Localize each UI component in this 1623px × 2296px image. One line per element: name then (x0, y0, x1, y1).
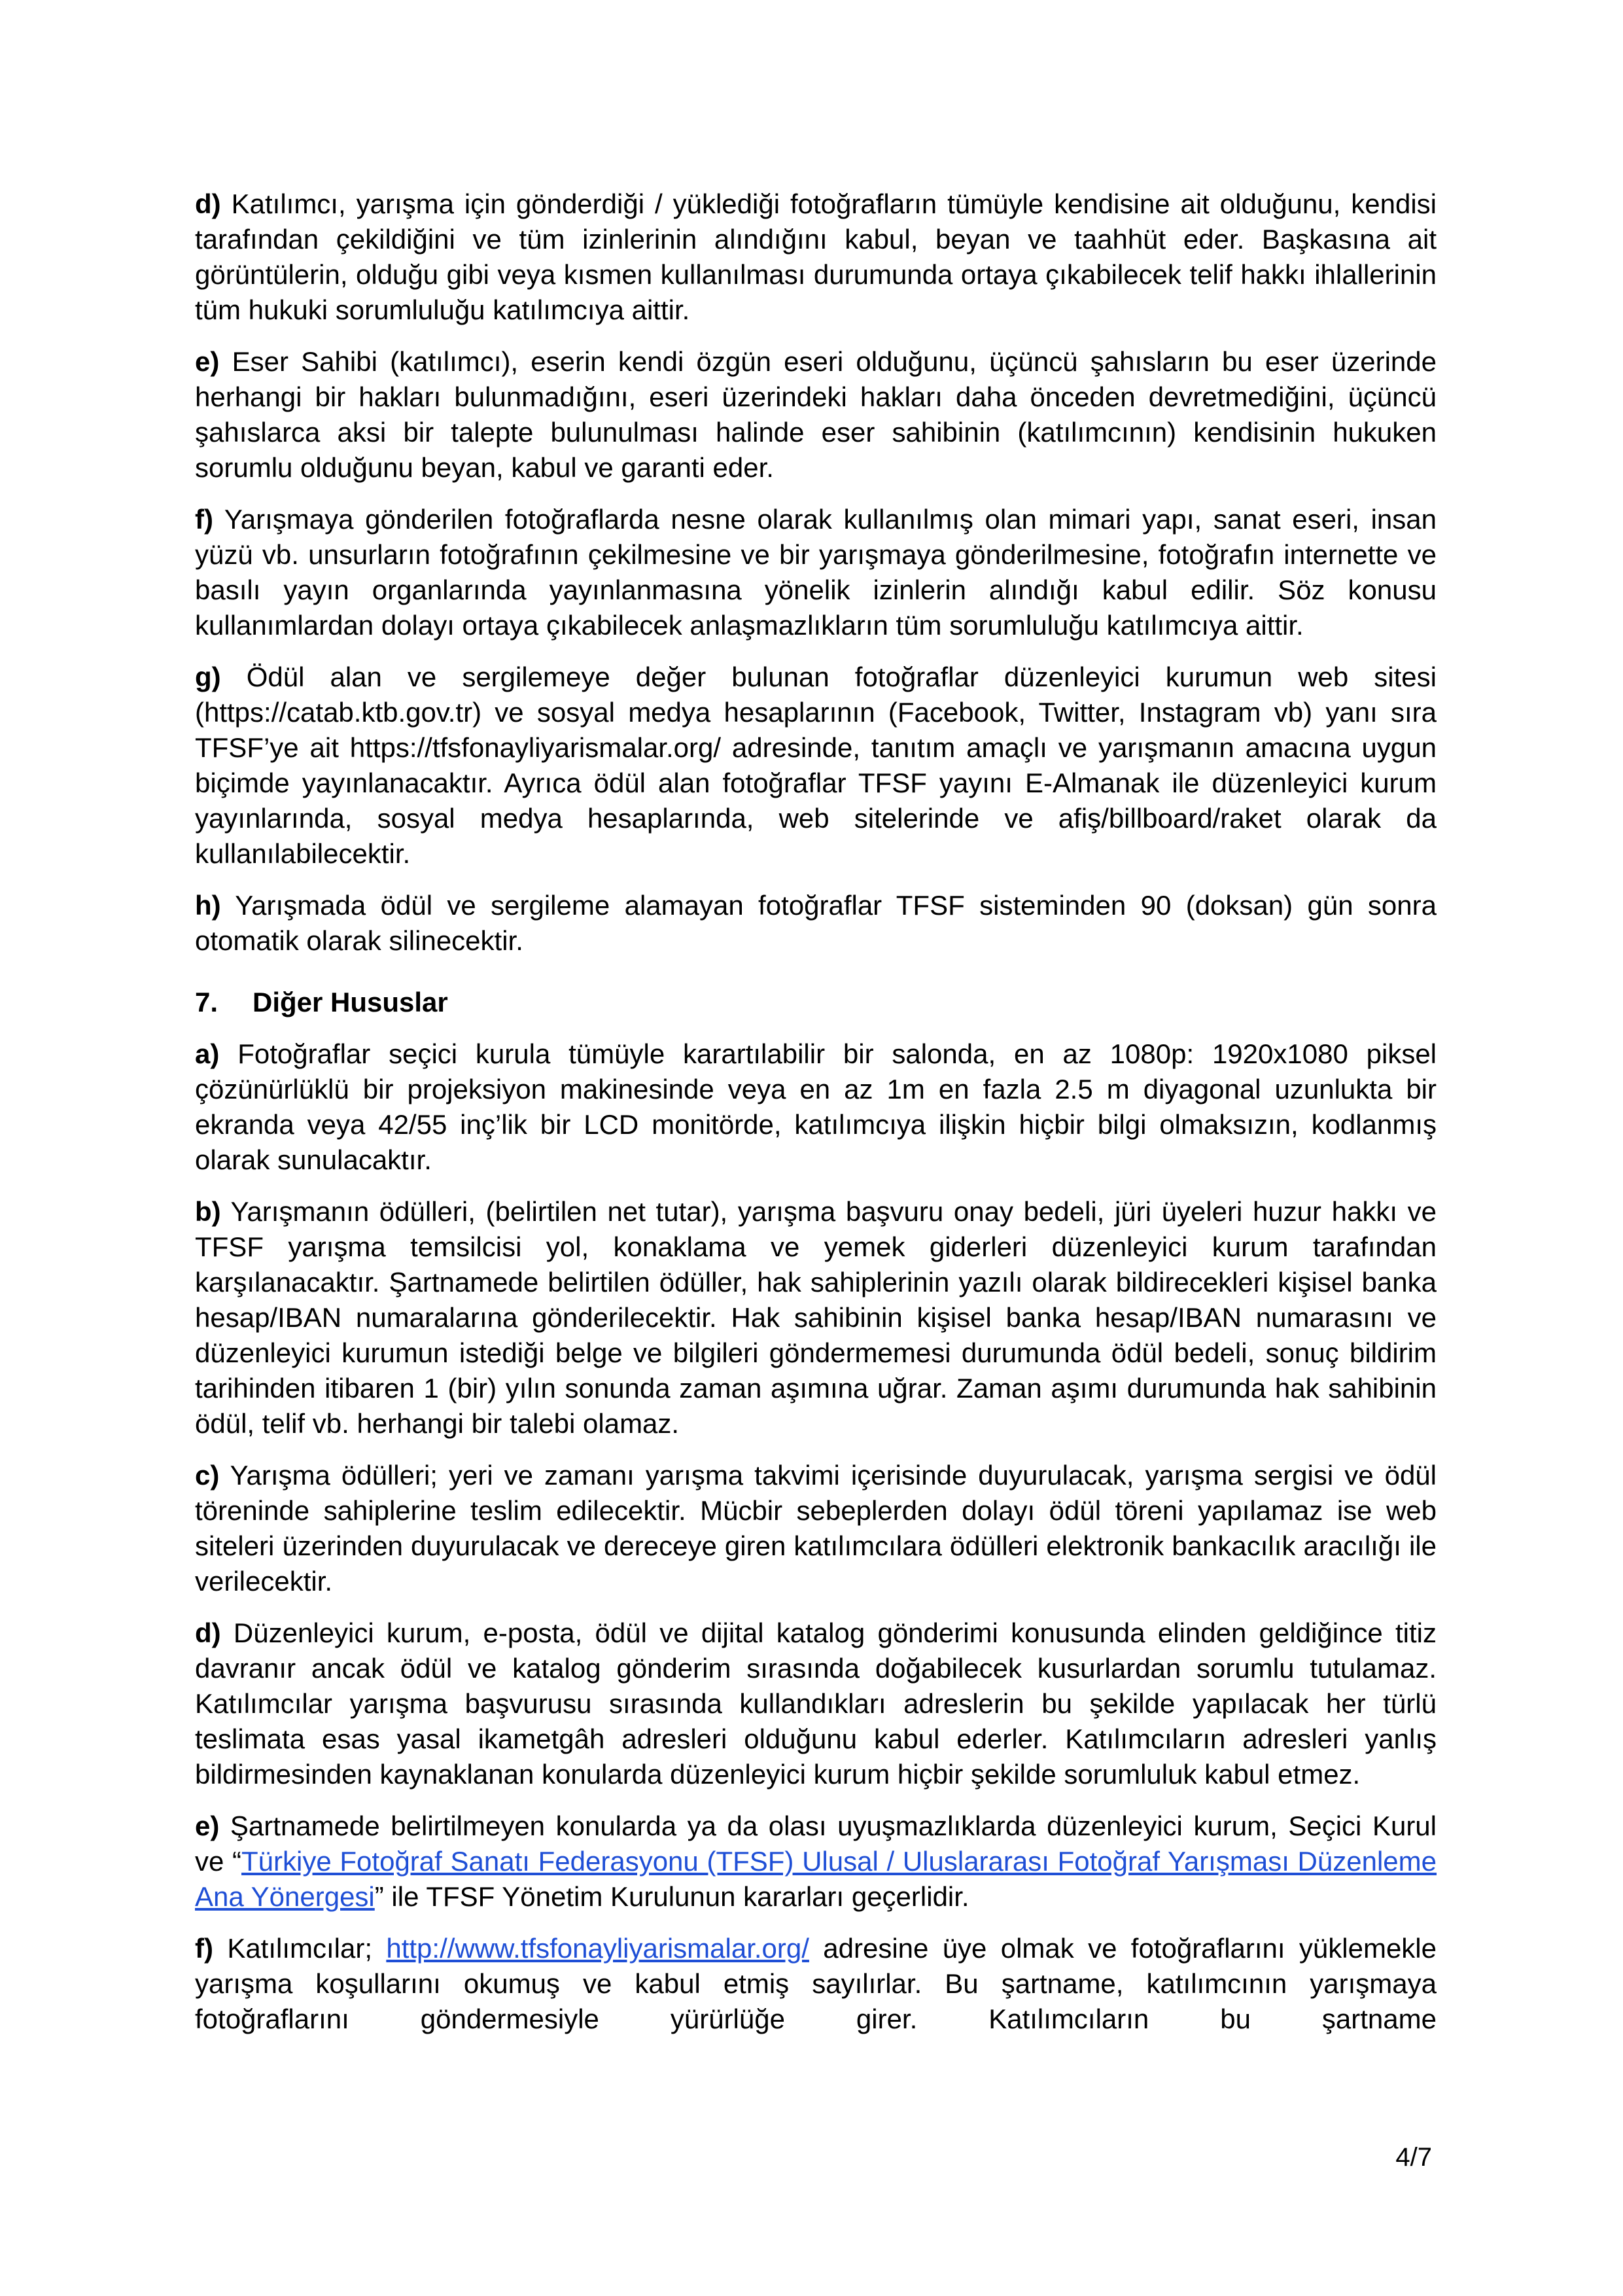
clause-letter: f) (195, 504, 213, 535)
clause-letter: d) (195, 188, 221, 219)
clause-7b (195, 1194, 1437, 1441)
clause-6g (195, 660, 1437, 872)
section-number: 7. (195, 987, 218, 1017)
clause-6d (195, 186, 1437, 328)
clause-6f (195, 502, 1437, 643)
clause-letter: h) (195, 890, 221, 921)
clause-letter: c) (195, 1460, 220, 1491)
clause-6h (195, 888, 1437, 959)
clause-7c (195, 1458, 1437, 1599)
clause-letter: e) (195, 1810, 220, 1841)
clause-letter: e) (195, 346, 220, 377)
clause-7e (195, 1809, 1437, 1915)
clause-text: Düzenleyici kurum, e-posta, ödül ve dijital katalog gönderimi konusunda elinden geldiğince titiz davranır ancak ödül ve katalog gönderim sırasında doğabilecek kusurlardan sorumlu tutulamaz. Katılımcılar yarışma başvurusu sırasında kullandıkları adreslerin bu şekilde yapılacak her türlü teslimata esas yasal ikametgâh adresleri olduğunu kabul ederler. Katılımcıların adresleri yanlış bildirmesinden kaynaklanan konularda düzenleyici kurum hiçbir şekilde sorumluluk kabul etmez. (195, 1617, 1437, 1790)
document-page (195, 186, 1437, 2053)
clause-text: Yarışmaya gönderilen fotoğraflarda nesne olarak kullanılmış olan mimari yapı, sanat eseri, insan yüzü vb. unsurların fotoğrafının çekilmesine ve bir yarışmaya gönderilmesine, fotoğrafın internette ve basılı yayın organlarında yayınlanmasına yönelik izinlerin alındığı kabul edilir. Söz konusu kullanımlardan dolayı ortaya çıkabilecek anlaşmazlıkların tüm sorumluluğu katılımcıya aittir. (195, 504, 1437, 641)
clause-text-after-link: ” ile TFSF Yönetim Kurulunun kararları geçerlidir. (374, 1881, 969, 1912)
section-heading (195, 985, 1437, 1020)
section-title: Diğer Hususlar (253, 987, 448, 1017)
clause-7f (195, 1931, 1437, 2037)
page-number: 4/7 (1395, 2143, 1432, 2172)
clause-text: Fotoğraflar seçici kurula tümüyle karartılabilir bir salonda, en az 1080p: 1920x1080 piksel çözünürlüklü bir projeksiyon makinesinde veya en az 1m en fazla 2.5 m diyagonal uzunlukta bir ekranda veya 42/55 inç’lik bir LCD monitörde, katılımcıya ilişkin hiçbir bilgi olmaksızın, kodlanmış olarak sunulacaktır. (195, 1038, 1437, 1175)
clause-7d (195, 1616, 1437, 1792)
clause-text: Ödül alan ve sergilemeye değer bulunan fotoğraflar düzenleyici kurumun web sitesi (https://catab.ktb.gov.tr) ve sosyal medya hesaplarının (Facebook, Twitter, Instagram vb) yanı sıra TFSF’ye ait https://tfsfonayliyarismalar.org/ adresinde, tanıtım amaçlı ve yarışmanın amacına uygun biçimde yayınlanacaktır. Ayrıca ödül alan fotoğraflar TFSF yayını E-Almanak ile düzenleyici kurum yayınlarında, sosyal medya hesaplarında, web sitelerinde ve afiş/billboard/raket olarak da kullanılabilecektir. (195, 662, 1437, 869)
clause-text: Eser Sahibi (katılımcı), eserin kendi özgün eseri olduğunu, üçüncü şahısların bu eser üzerinde herhangi bir hakları bulunmadığını, eseri üzerindeki hakları daha önceden devretmediğini, üçüncü şahıslarca aksi bir talepte bulunulması halinde eser sahibinin (katılımcının) kendisinin hukuken sorumlu olduğunu beyan, kabul ve garanti eder. (195, 346, 1437, 483)
clause-text-before-link: Şartnamede belirtilmeyen konularda ya da olası uyuşmazlıklarda düzenleyici kurum, Seçici Kurul ve “ (195, 1810, 1437, 1877)
clause-6e (195, 344, 1437, 486)
clause-text-before-link: Katılımcılar; (227, 1933, 387, 1964)
clause-letter: a) (195, 1038, 220, 1069)
clause-letter: f) (195, 1933, 213, 1964)
clause-text: Yarışmada ödül ve sergileme alamayan fotoğraflar TFSF sisteminden 90 (doksan) gün sonra otomatik olarak silinecektir. (195, 890, 1437, 956)
clause-text: Katılımcı, yarışma için gönderdiği / yüklediği fotoğrafların tümüyle kendisine ait olduğunu, kendisi tarafından çekildiğini ve tüm izinlerinin alındığını kabul, beyan ve taahhüt eder. Başkasına ait görüntülerin, olduğu gibi veya kısmen kullanılması durumunda ortaya çıkabilecek telif hakkı ihlallerinin tüm hukuki sorumluluğu katılımcıya aittir. (195, 188, 1437, 325)
clause-letter: g) (195, 662, 221, 692)
clause-letter: b) (195, 1196, 221, 1227)
clause-text: Yarışmanın ödülleri, (belirtilen net tutar), yarışma başvuru onay bedeli, jüri üyeleri huzur hakkı ve TFSF yarışma temsilcisi yol, konaklama ve yemek giderleri düzenleyici kurum tarafından karşılanacaktır. Şartnamede belirtilen ödüller, hak sahiplerinin yazılı olarak bildirecekleri kişisel banka hesap/IBAN numaralarına gönderilecektir. Hak sahibinin kişisel banka hesap/IBAN numarasını ve düzenleyici kurumun istediği belge ve bilgileri göndermemesi durumunda ödül bedeli, sonuç bildirim tarihinden itibaren 1 (bir) yılın sonunda zaman aşımına uğrar. Zaman aşımı durumunda hak sahibinin ödül, telif vb. herhangi bir talebi olamaz. (195, 1196, 1437, 1439)
clause-letter: d) (195, 1617, 221, 1648)
regulation-link[interactable]: Türkiye Fotoğraf Sanatı Federasyonu (TFSF) Ulusal / Uluslararası Fotoğraf Yarışması Düzenleme Ana Yönergesi (195, 1846, 1437, 1912)
clause-7a (195, 1036, 1437, 1178)
clause-text: Yarışma ödülleri; yeri ve zamanı yarışma takvimi içerisinde duyurulacak, yarışma sergisi ve ödül töreninde sahiplerine teslim edilecektir. Mücbir sebeplerden dolayı ödül töreni yapılamaz ise web siteleri üzerinden duyurulacak ve dereceye giren katılımcılara ödülleri elektronik bankacılık aracılığı ile verilecektir. (195, 1460, 1437, 1597)
clause-text-after-link: adresine üye olmak ve fotoğraflarını yüklemekle yarışma koşullarını okumuş ve kabul etmiş sayılırlar. Bu şartname, katılımcının yarışmaya fotoğraflarını göndermesiyle yürürlüğe girer. Katılımcıların bu şartname (195, 1933, 1437, 2034)
website-link[interactable]: http://www.tfsfonayliyarismalar.org/ (386, 1933, 809, 1964)
